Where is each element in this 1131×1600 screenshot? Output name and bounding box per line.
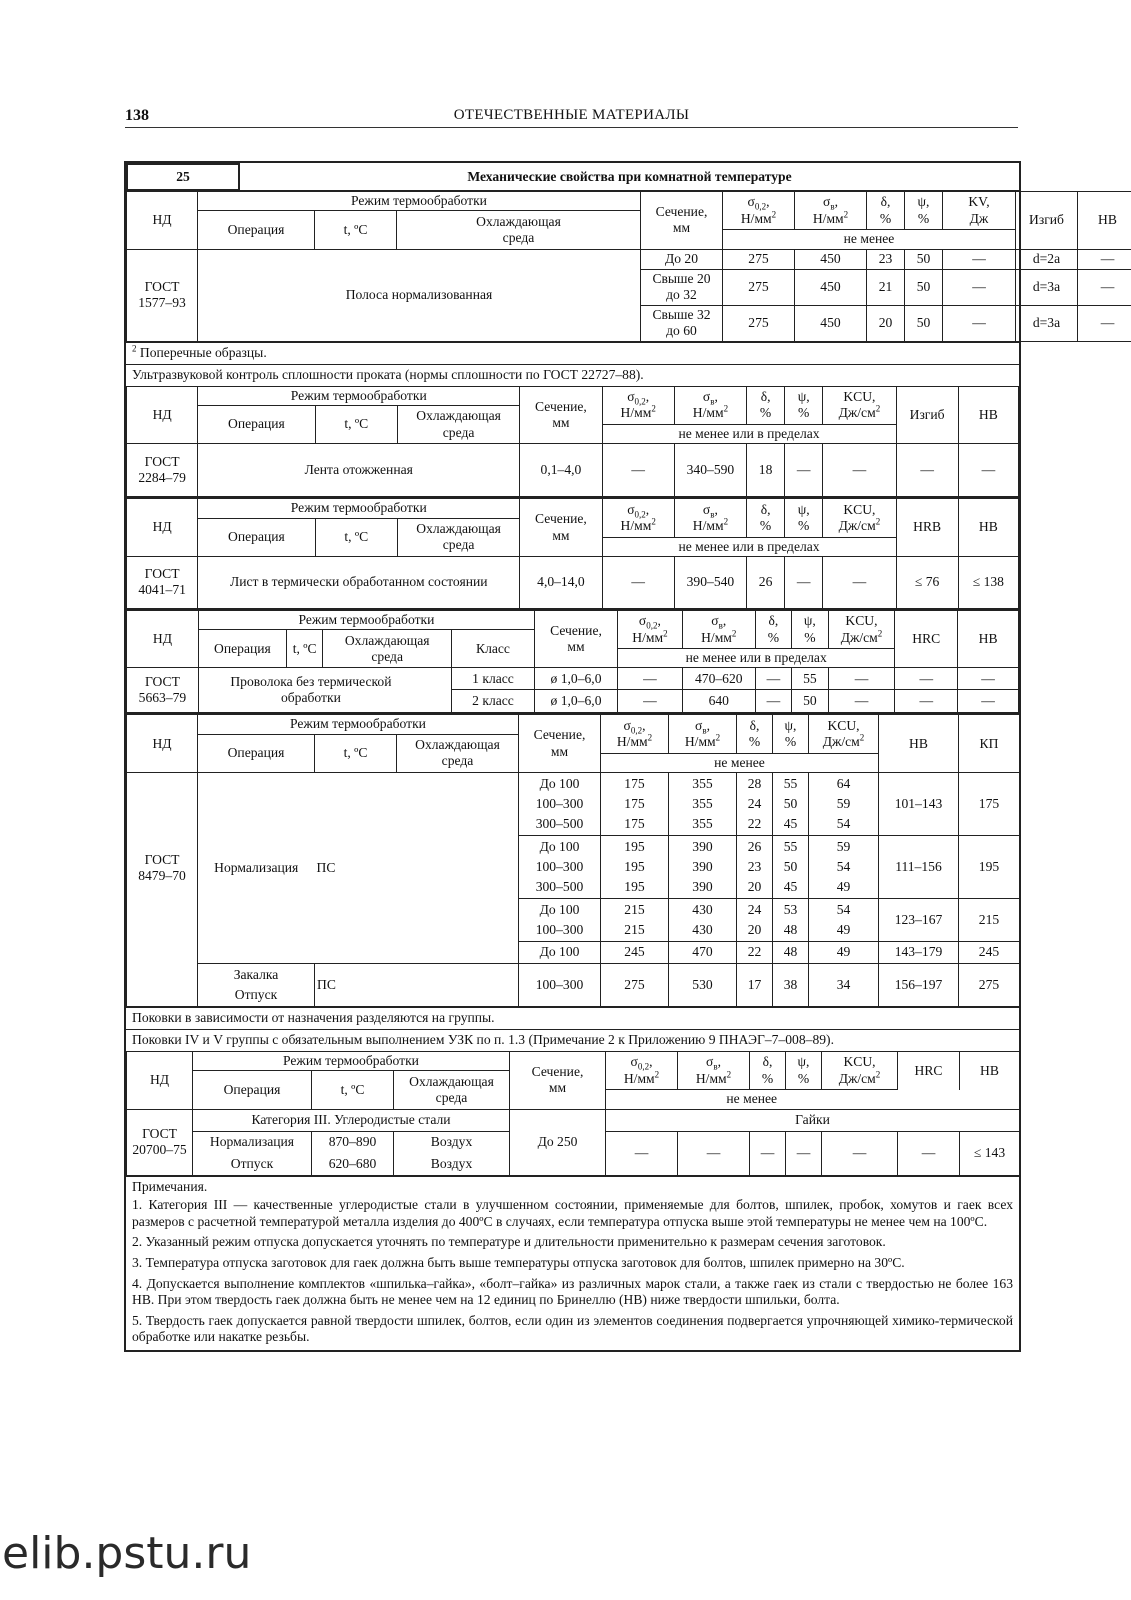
header-nd: НД bbox=[127, 192, 198, 250]
section-cell: До 100 100–300 300–500 bbox=[519, 836, 601, 899]
sigma02-cell: 195 195 195 bbox=[601, 836, 669, 899]
kcu-cell: — bbox=[823, 556, 896, 608]
section-cell: До 100 100–300 bbox=[519, 899, 601, 942]
operation-cell: Отпуск bbox=[193, 1153, 312, 1175]
header-hrc: HRC bbox=[898, 1052, 960, 1090]
table-row bbox=[127, 556, 1019, 608]
delta-cell: — bbox=[755, 668, 791, 690]
class-cell: 2 класс bbox=[451, 690, 534, 713]
footnote-transverse: $^2$ Поперечные образцы. bbox=[126, 342, 1019, 364]
section-cell: До 100 100–300 300–500 bbox=[519, 773, 601, 836]
hb-cell: — bbox=[958, 444, 1018, 497]
psi-cell: 38 bbox=[773, 964, 809, 1007]
kv-cell: — bbox=[943, 249, 1016, 269]
header-nd: НД bbox=[127, 498, 198, 556]
section-gost-4041 bbox=[126, 497, 1019, 609]
note-forgings-uzk: Поковки IV и V группы с обязательным выполнением УЗК по п. 1.3 (Примечание 2 к Приложению 9 ПНАЭГ–7–008–89). bbox=[126, 1029, 1019, 1051]
psi-cell: — bbox=[785, 444, 823, 497]
psi-cell: 55 50 45 bbox=[773, 836, 809, 899]
sigmav-cell: 450 bbox=[795, 269, 867, 305]
sigma02-cell: 275 bbox=[723, 269, 795, 305]
hb-cell: — bbox=[1078, 269, 1131, 305]
header-cooling: Охлаждающая среда bbox=[397, 518, 519, 556]
header-operation: Операция bbox=[198, 211, 315, 249]
delta-cell: 17 bbox=[737, 964, 773, 1007]
header-sigma02: $\sigma_{0,2}$, $Н/мм^2$ bbox=[602, 386, 674, 424]
cooling-env-cell: ПС bbox=[315, 964, 397, 1007]
header-sigma02: $\sigma_{0,2}$, $Н/мм^2$ bbox=[602, 498, 674, 537]
header-hrb: HRB bbox=[896, 498, 958, 556]
section-gost-8479 bbox=[126, 713, 1020, 1007]
watermark: elib.pstu.ru bbox=[2, 1528, 252, 1579]
hrb-cell: ≤ 76 bbox=[896, 556, 958, 608]
section-cell: 100–300 bbox=[519, 964, 601, 1007]
sigma02-cell: 245 bbox=[601, 942, 669, 964]
header-min: не менее bbox=[606, 1090, 898, 1109]
kv-cell: — bbox=[943, 305, 1016, 341]
header-kv: KV, Дж bbox=[943, 192, 1016, 230]
kcu-cell: 49 bbox=[809, 942, 879, 964]
hb-cell: — bbox=[958, 690, 1019, 713]
header-section: Сечение, мм bbox=[519, 714, 601, 772]
sigmav-cell: — bbox=[678, 1131, 750, 1175]
header-regime: Режим термообработки bbox=[198, 386, 520, 405]
header-kcu: KCU, $Дж/см^2$ bbox=[823, 498, 896, 537]
kcu-cell: — bbox=[823, 444, 896, 497]
header-operation: Операция bbox=[198, 630, 286, 668]
header-hb: НВ bbox=[958, 610, 1019, 668]
section-cell: До 20 bbox=[641, 249, 723, 269]
delta-cell: 22 bbox=[737, 942, 773, 964]
sigma02-cell: 175 175 175 bbox=[601, 773, 669, 836]
header-cooling: Охлаждающая среда bbox=[397, 405, 519, 443]
table-row bbox=[127, 773, 1020, 836]
notes-title: Примечания. bbox=[132, 1178, 208, 1194]
header-min: не менее bbox=[723, 230, 1016, 249]
bend-cell: d=3a bbox=[1016, 269, 1078, 305]
psi-cell: 50 bbox=[905, 305, 943, 341]
class-cell: 1 класс bbox=[451, 668, 534, 690]
header-sigma02: $\sigma_{0,2}$, $Н/мм^2$ bbox=[618, 610, 683, 649]
page-header bbox=[125, 107, 1018, 128]
hb-cell: 123–167 bbox=[879, 899, 959, 942]
section-gost-5663 bbox=[126, 609, 1019, 714]
sigma02-cell: 275 bbox=[601, 964, 669, 1007]
cooling-env-cell: Воздух bbox=[394, 1131, 510, 1153]
psi-cell: — bbox=[786, 1131, 822, 1175]
header-cooling: Охлаждающая среда bbox=[394, 1071, 510, 1109]
header-regime: Режим термообработки bbox=[193, 1052, 510, 1071]
note-forgings-groups: Поковки в зависимости от назначения разделяются на группы. bbox=[126, 1007, 1019, 1029]
psi-cell: 55 50 45 bbox=[773, 773, 809, 836]
delta-cell: 26 23 20 bbox=[737, 836, 773, 899]
header-section: Сечение, мм bbox=[510, 1052, 606, 1110]
header-section: Сечение, мм bbox=[641, 192, 723, 250]
section-gost-20700 bbox=[126, 1051, 1020, 1176]
psi-cell: 55 bbox=[792, 668, 828, 690]
header-delta: δ, % bbox=[755, 610, 791, 649]
header-cooling: Охлаждающая среда bbox=[397, 211, 641, 249]
sigmav-cell: 450 bbox=[795, 249, 867, 269]
operation-cell: Лист в термически обработанном состоянии bbox=[198, 556, 520, 608]
section-cell: Свыше 20 до 32 bbox=[641, 269, 723, 305]
delta-cell: 24 20 bbox=[737, 899, 773, 942]
kcu-cell: 64 59 54 bbox=[809, 773, 879, 836]
hb-cell: — bbox=[958, 668, 1019, 690]
header-temp: t, ºС bbox=[286, 630, 322, 668]
header-hb: НВ bbox=[960, 1052, 1020, 1090]
kv-cell: — bbox=[943, 269, 1016, 305]
psi-cell: — bbox=[785, 556, 823, 608]
header-regime: Режим термообработки bbox=[198, 714, 519, 734]
sigma02-cell: — bbox=[606, 1131, 678, 1175]
nd-cell: ГОСТ 4041–71 bbox=[127, 556, 198, 608]
delta-cell: — bbox=[755, 690, 791, 713]
header-kcu: KCU, $Дж/см^2$ bbox=[823, 386, 896, 424]
temp-cell: 870–890 bbox=[312, 1131, 394, 1153]
header-nd: НД bbox=[127, 1052, 193, 1110]
section-cell: ø 1,0–6,0 bbox=[535, 668, 618, 690]
header-min-or-range: не менее или в пределах bbox=[602, 424, 896, 443]
kp-cell: 195 bbox=[959, 836, 1020, 899]
sigmav-cell: 530 bbox=[669, 964, 737, 1007]
kp-cell: 275 bbox=[959, 964, 1020, 1007]
delta-cell: 20 bbox=[867, 305, 905, 341]
kcu-cell: 34 bbox=[809, 964, 879, 1007]
header-sigma02: $\sigma_{0,2}$, $Н/мм^2$ bbox=[601, 714, 669, 753]
header-psi: ψ, % bbox=[905, 192, 943, 230]
kcu-cell: — bbox=[828, 668, 895, 690]
delta-cell: 23 bbox=[867, 249, 905, 269]
hb-cell: — bbox=[1078, 305, 1131, 341]
hb-cell: ≤ 138 bbox=[958, 556, 1018, 608]
psi-cell: 50 bbox=[905, 249, 943, 269]
operation-cell: Нормализация bbox=[198, 773, 315, 964]
page-title: ОТЕЧЕСТВЕННЫЕ МАТЕРИАЛЫ bbox=[453, 107, 690, 123]
header-kp: КП bbox=[959, 714, 1020, 772]
header-bend: Изгиб bbox=[1016, 192, 1078, 250]
header-temp: t, ºС bbox=[312, 1071, 394, 1109]
header-hb: НВ bbox=[879, 714, 959, 772]
empty-cell bbox=[397, 773, 519, 964]
note-item: 4. Допускается выполнение комплектов «шпилька–гайка», «болт–гайка» из различных марок стали, а также гаек из стали с твердостью не более 163 НВ. При этом твердость гаек должна быть не менее чем на 12 единиц по Бринеллю (НВ) ниже твердости шпильки, болта. bbox=[132, 1275, 1013, 1308]
header-kcu: KCU, $Дж/см^2$ bbox=[822, 1052, 898, 1090]
category-cell: Категория III. Углеродистые стали bbox=[193, 1109, 510, 1131]
notes-block bbox=[126, 1176, 1019, 1350]
header-min-or-range: не менее или в пределах bbox=[618, 649, 895, 668]
header-operation: Операция bbox=[193, 1071, 312, 1109]
note-item: 5. Твердость гаек допускается равной твердости шпилек, болтов, если один из элементов соединения подвергается упрочняющей химико-термической обработке или накатке резьбы. bbox=[132, 1312, 1013, 1345]
cooling-env-cell: Воздух bbox=[394, 1153, 510, 1175]
delta-cell: 28 24 22 bbox=[737, 773, 773, 836]
hrc-cell: — bbox=[898, 1131, 960, 1175]
note-item: 2. Указанный режим отпуска допускается уточнять по температуре и длительности применительно к размерам сечения заготовок. bbox=[132, 1234, 886, 1250]
page-number: 138 bbox=[125, 107, 149, 124]
kp-cell: 175 bbox=[959, 773, 1020, 836]
sigma02-cell: 275 bbox=[723, 249, 795, 269]
header-min: не менее bbox=[601, 753, 879, 772]
sigma02-cell: — bbox=[618, 690, 683, 713]
header-regime: Режим термообработки bbox=[198, 610, 534, 630]
header-psi: ψ, % bbox=[773, 714, 809, 753]
hb-cell: 101–143 bbox=[879, 773, 959, 836]
operation-cell: Нормализация bbox=[193, 1131, 312, 1153]
header-cooling: Охлаждающая среда bbox=[323, 630, 452, 668]
table-row bbox=[127, 1109, 1020, 1131]
header-hb: НВ bbox=[1078, 192, 1131, 250]
section-cell: ø 1,0–6,0 bbox=[535, 690, 618, 713]
header-sigmav: $\sigma_в$, $Н/мм^2$ bbox=[674, 498, 746, 537]
section-cell: 0,1–4,0 bbox=[520, 444, 602, 497]
table-row bbox=[127, 249, 1131, 269]
table-row bbox=[127, 668, 1019, 690]
sigma02-cell: 275 bbox=[723, 305, 795, 341]
sigmav-cell: 355 355 355 bbox=[669, 773, 737, 836]
header-delta: δ, % bbox=[747, 386, 785, 424]
header-sigmav: $\sigma_в$, $Н/мм^2$ bbox=[795, 192, 867, 230]
hb-cell: — bbox=[1078, 249, 1131, 269]
sigma02-cell: — bbox=[602, 444, 674, 497]
hrc-cell: — bbox=[895, 668, 958, 690]
kcu-cell: 54 49 bbox=[809, 899, 879, 942]
header-delta: δ, % bbox=[867, 192, 905, 230]
properties-table bbox=[124, 161, 1117, 1352]
delta-cell: — bbox=[750, 1131, 786, 1175]
section-cell: 4,0–14,0 bbox=[520, 556, 602, 608]
note-ultrasonic: Ультразвуковой контроль сплошности проката (нормы сплошности по ГОСТ 22727–88). bbox=[126, 364, 1019, 386]
kcu-cell: 59 54 49 bbox=[809, 836, 879, 899]
operation-cell: Лента отожженная bbox=[198, 444, 520, 497]
header-bend: Изгиб bbox=[896, 386, 958, 444]
nuts-label: Гайки bbox=[606, 1109, 1020, 1131]
note-item: 1. Категория III — качественные углеродистые стали в улучшенном состоянии, применяемые для болтов, шпилек, пробок, хомутов и гаек всех размеров с расчетной температурой металла изделия до 400ºС в случаях, если температура отпуска выше этой температуры не менее чем на 100ºС. bbox=[132, 1197, 1013, 1229]
header-section: Сечение, мм bbox=[535, 610, 618, 668]
header-delta: δ, % bbox=[747, 498, 785, 537]
sigma02-cell: 215 215 bbox=[601, 899, 669, 942]
temp-cell: 620–680 bbox=[312, 1153, 394, 1175]
psi-cell: 50 bbox=[792, 690, 828, 713]
header-section: Сечение, мм bbox=[520, 386, 602, 444]
sigmav-cell: 470–620 bbox=[682, 668, 755, 690]
psi-cell: 48 bbox=[773, 942, 809, 964]
header-psi: ψ, % bbox=[785, 498, 823, 537]
empty-cell bbox=[898, 1090, 960, 1109]
header-hb: НВ bbox=[958, 498, 1018, 556]
sigmav-cell: 430 430 bbox=[669, 899, 737, 942]
nd-cell: ГОСТ 5663–79 bbox=[127, 668, 199, 713]
header-temp: t, ºС bbox=[315, 734, 397, 772]
note-item: 3. Температура отпуска заготовок для гаек должна быть выше температуры отпуска заготовок для болтов, шпилек примерно на 30ºС. bbox=[132, 1255, 905, 1270]
operation-cell: Закалка Отпуск bbox=[198, 964, 315, 1007]
header-hb: НВ bbox=[958, 386, 1018, 444]
header-psi: ψ, % bbox=[785, 386, 823, 424]
header-nd: НД bbox=[127, 386, 198, 444]
header-nd: НД bbox=[127, 714, 198, 772]
section-cell: Свыше 32 до 60 bbox=[641, 305, 723, 341]
sigmav-cell: 450 bbox=[795, 305, 867, 341]
header-temp: t, ºС bbox=[315, 518, 397, 556]
table-row bbox=[127, 444, 1019, 497]
header-temp: t, ºС bbox=[315, 211, 397, 249]
kp-cell: 245 bbox=[959, 942, 1020, 964]
sigmav-cell: 390–540 bbox=[674, 556, 746, 608]
header-sigmav: $\sigma_в$, $Н/мм^2$ bbox=[674, 386, 746, 424]
header-psi: ψ, % bbox=[792, 610, 828, 649]
bend-cell: d=3a bbox=[1016, 305, 1078, 341]
sigma02-cell: — bbox=[618, 668, 683, 690]
kp-cell: 215 bbox=[959, 899, 1020, 942]
hb-cell: 111–156 bbox=[879, 836, 959, 899]
header-class: Класс bbox=[451, 630, 534, 668]
hb-cell: ≤ 143 bbox=[960, 1131, 1020, 1175]
header-regime: Режим термообработки bbox=[198, 192, 641, 211]
header-kcu: KCU, $Дж/см^2$ bbox=[828, 610, 895, 649]
header-psi: ψ, % bbox=[786, 1052, 822, 1090]
empty-cell bbox=[960, 1090, 1020, 1109]
header-regime: Режим термообработки bbox=[198, 498, 520, 518]
header-operation: Операция bbox=[198, 734, 315, 772]
delta-cell: 18 bbox=[747, 444, 785, 497]
header-operation: Операция bbox=[198, 405, 315, 443]
hb-cell: 156–197 bbox=[879, 964, 959, 1007]
operation-cell: Проволока без термической обработки bbox=[198, 668, 451, 713]
bend-cell: — bbox=[896, 444, 958, 497]
header-hrc: HRC bbox=[895, 610, 958, 668]
empty-cell bbox=[127, 964, 198, 1007]
psi-cell: 53 48 bbox=[773, 899, 809, 942]
psi-cell: 50 bbox=[905, 269, 943, 305]
section-cell: До 250 bbox=[510, 1109, 606, 1175]
header-min-or-range: не менее или в пределах bbox=[602, 537, 896, 556]
header-sigmav: $\sigma_в$, $Н/мм^2$ bbox=[682, 610, 755, 649]
header-delta: δ, % bbox=[750, 1052, 786, 1090]
header-section: Сечение, мм bbox=[520, 498, 602, 556]
header-sigmav: $\sigma_в$, $Н/мм^2$ bbox=[669, 714, 737, 753]
nd-cell: ГОСТ 1577–93 bbox=[127, 249, 198, 341]
header-kcu: KCU, $Дж/см^2$ bbox=[809, 714, 879, 753]
nd-cell: ГОСТ 8479–70 bbox=[127, 773, 198, 964]
sigmav-cell: 340–590 bbox=[674, 444, 746, 497]
header-operation: Операция bbox=[198, 518, 315, 556]
nd-cell: ГОСТ 2284–79 bbox=[127, 444, 198, 497]
section-cell: До 100 bbox=[519, 942, 601, 964]
kcu-cell: — bbox=[828, 690, 895, 713]
section-gost-1577 bbox=[126, 191, 1131, 342]
sigmav-cell: 390 390 390 bbox=[669, 836, 737, 899]
kcu-cell: — bbox=[822, 1131, 898, 1175]
table-title-row bbox=[126, 163, 1019, 191]
table-number: 25 bbox=[127, 164, 239, 190]
sigma02-cell: — bbox=[602, 556, 674, 608]
bend-cell: d=2a bbox=[1016, 249, 1078, 269]
delta-cell: 26 bbox=[747, 556, 785, 608]
header-cooling: Охлаждающая среда bbox=[397, 734, 519, 772]
sigmav-cell: 640 bbox=[682, 690, 755, 713]
table-title: Механические свойства при комнатной температуре bbox=[239, 164, 1019, 190]
delta-cell: 21 bbox=[867, 269, 905, 305]
empty-cell bbox=[397, 964, 519, 1007]
header-sigma02: $\sigma_{0,2}$, $Н/мм^2$ bbox=[723, 192, 795, 230]
sigmav-cell: 470 bbox=[669, 942, 737, 964]
hrc-cell: — bbox=[895, 690, 958, 713]
header-sigma02: $\sigma_{0,2}$, $Н/мм^2$ bbox=[606, 1052, 678, 1090]
section-gost-2284 bbox=[126, 386, 1019, 498]
header-temp: t, ºС bbox=[315, 405, 397, 443]
header-nd: НД bbox=[127, 610, 199, 668]
hb-cell: 143–179 bbox=[879, 942, 959, 964]
nd-cell: ГОСТ 20700–75 bbox=[127, 1109, 193, 1175]
operation-cell: Полоса нормализованная bbox=[198, 249, 641, 341]
header-delta: δ, % bbox=[737, 714, 773, 753]
table-row bbox=[127, 964, 1020, 1007]
header-sigmav: $\sigma_в$, $Н/мм^2$ bbox=[678, 1052, 750, 1090]
cooling-env-cell: ПС bbox=[315, 773, 397, 964]
